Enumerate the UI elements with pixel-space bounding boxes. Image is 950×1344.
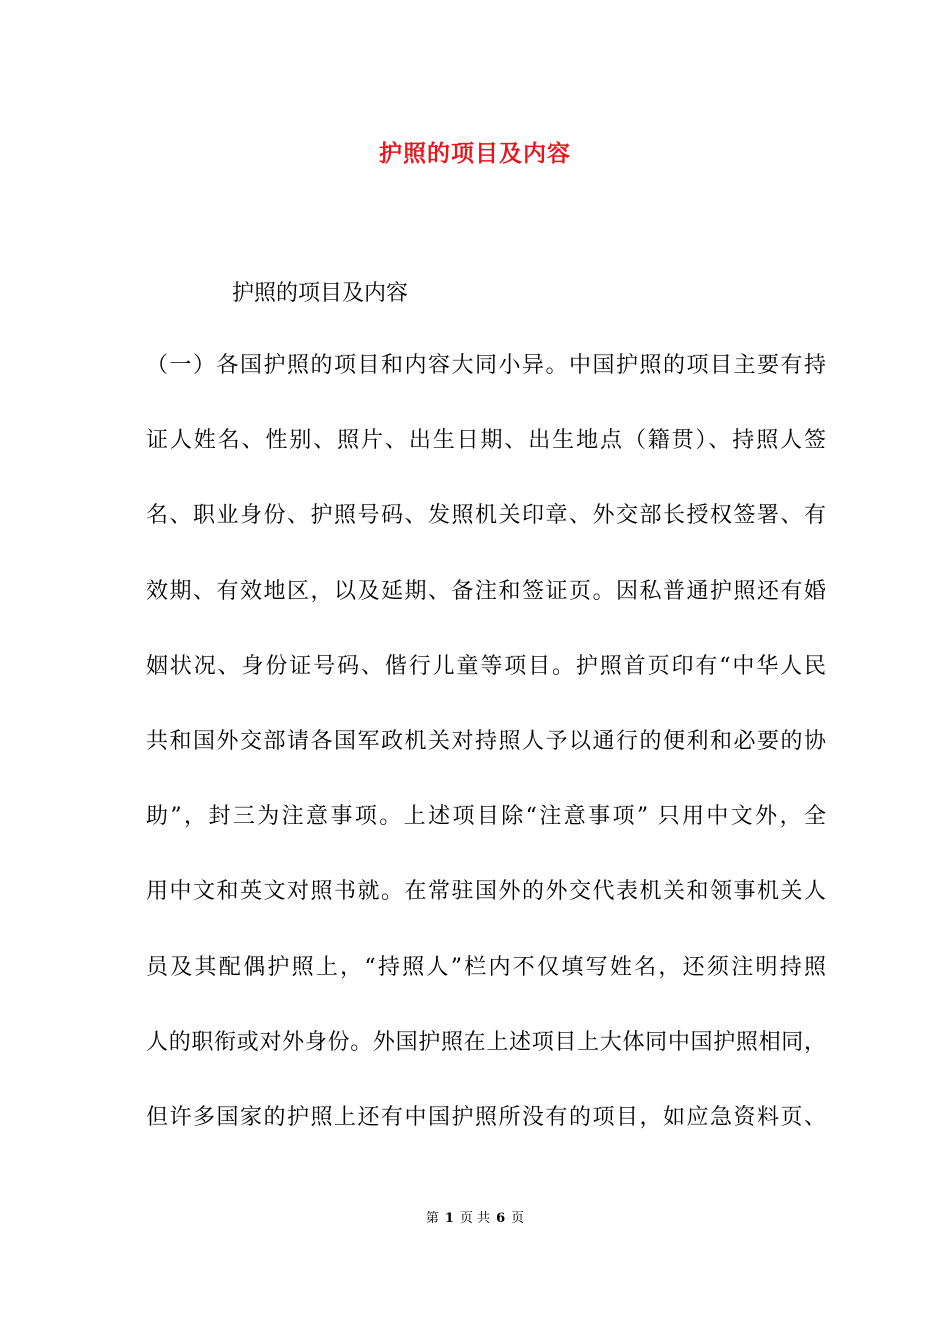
body-paragraph: [146, 348, 826, 1175]
body-line: （一）各国护照的项目和内容大同小异。中国护照的项目主要有持: [146, 353, 826, 378]
footer-prefix: 第: [425, 1211, 439, 1226]
footer-suffix: 页: [511, 1211, 525, 1226]
page-footer: [0, 1209, 950, 1229]
section-subtitle: 护照的项目及内容: [232, 281, 409, 306]
body-line: 人的职衔或对外身份。外国护照在上述项目上大体同中国护照相同，: [146, 1029, 826, 1055]
body-line: 证人姓名、性别、照片、出生日期、出生地点（籍贯）、持照人签: [146, 428, 826, 454]
document-title: 护照的项目及内容: [379, 140, 571, 167]
body-line: 助”，封三为注意事项。上述项目除“注意事项” 只用中文外，全: [146, 804, 826, 830]
body-line: 共和国外交部请各国军政机关对持照人予以通行的便利和必要的协: [146, 728, 826, 754]
body-line: 效期、有效地区，以及延期、备注和签证页。因私普通护照还有婚: [146, 578, 826, 604]
body-line: 但许多国家的护照上还有中国护照所没有的项目，如应急资料页、: [146, 1104, 826, 1130]
body-line: 名、职业身份、护照号码、发照机关印章、外交部长授权签署、有: [146, 503, 826, 529]
footer-total-pages: 6: [496, 1211, 506, 1226]
body-line: 用中文和英文对照书就。在常驻国外的外交代表机关和领事机关人: [146, 879, 826, 905]
footer-middle: 页 共: [459, 1211, 491, 1226]
body-line: 姻状况、身份证号码、偕行儿童等项目。护照首页印有“中华人民: [146, 653, 826, 679]
body-line: 员及其配偶护照上，“持照人”栏内不仅填写姓名，还须注明持照: [146, 954, 826, 980]
footer-current-page: 1: [444, 1211, 454, 1226]
